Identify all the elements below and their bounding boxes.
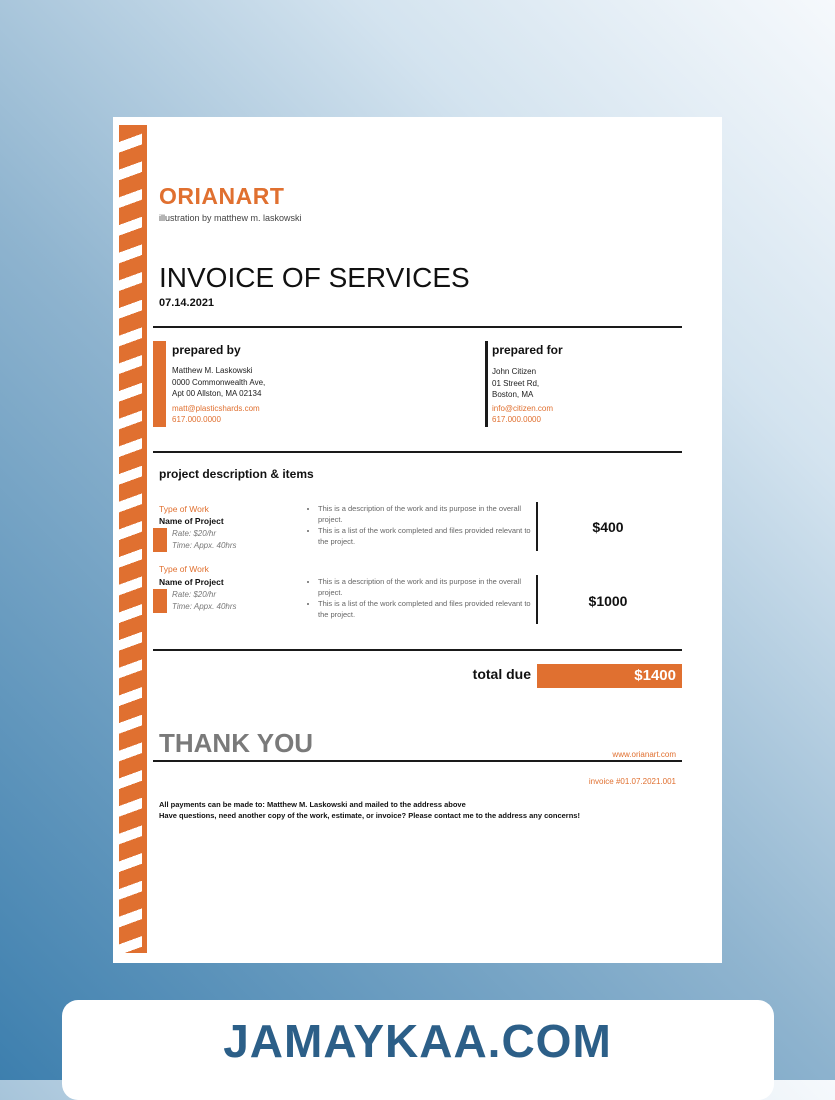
payment-note: All payments can be made to: Matthew M. Laskowski and mailed to the address above [159,800,466,809]
contact-note: Have questions, need another copy of the work, estimate, or invoice? Please contact me to the address any concerns! [159,811,580,820]
prepared-for-address [492,366,553,426]
item-price: $1000 [588,593,628,609]
item-price: $400 [592,519,624,535]
website-link[interactable]: www.orianart.com [612,750,676,759]
prepared-by-heading: prepared by [172,343,241,357]
item-rate: Rate: $20/hr [172,529,217,538]
item-type: Type of Work [159,504,209,514]
prepared-for-heading: prepared for [492,343,563,357]
item-description-list [308,503,538,547]
item-rate: Rate: $20/hr [172,590,217,599]
prepared-for-phone: 617.000.0000 [492,415,541,424]
divider [153,649,682,651]
divider [153,451,682,453]
brand-name: ORIANART [159,183,285,209]
invoice-date: 07.14.2021 [159,297,215,309]
prepared-for-address-line2: Boston, MA [492,390,534,399]
item-type: Type of Work [159,564,209,574]
divider [153,760,682,762]
prepared-by-address [172,365,265,426]
total-due-amount: $1400 [537,664,682,688]
item-time: Time: Appx. 40hrs [172,602,237,611]
item-description: • This is a description of the work and its purpose in the overall project. [318,576,538,598]
decorative-stripe-edge [142,125,147,953]
prepared-by-address-line2: Apt 00 Allston, MA 02134 [172,389,262,398]
prepared-by-name: Matthew M. Laskowski [172,366,253,375]
items-section-heading: project description & items [159,467,314,481]
item-time: Time: Appx. 40hrs [172,541,237,550]
prepared-for-address-line1: 01 Street Rd, [492,378,540,388]
item-files-note: • This is a list of the work completed and files provided relevant to the project. [318,598,538,620]
prepared-for-accent-bar [485,341,488,427]
item-price-divider [536,502,538,551]
prepared-by-email[interactable]: matt@plasticshards.com [172,403,260,413]
item-accent-bar [153,589,167,613]
item-project-name: Name of Project [159,577,224,587]
prepared-for-name: John Citizen [492,367,537,376]
item-meta [172,589,237,613]
watermark-text: JAMAYKAA.COM [223,1015,612,1067]
invoice-number: invoice #01.07.2021.001 [588,777,676,786]
item-meta [172,528,237,552]
item-project-name: Name of Project [159,516,224,526]
item-description: • This is a description of the work and its purpose in the overall project. [318,503,538,525]
divider [153,326,682,328]
brand-tagline: illustration by matthew m. laskowski [159,213,302,223]
thank-you-heading: THANK YOU [159,728,314,758]
total-due-label: total due [472,666,531,682]
item-files-note: • This is a list of the work completed and files provided relevant to the project. [318,525,538,547]
prepared-for-email[interactable]: info@citizen.com [492,403,554,413]
prepared-by-phone: 617.000.0000 [172,415,221,424]
item-accent-bar [153,528,167,552]
prepared-by-address-line1: 0000 Commonwealth Ave, [172,377,266,387]
item-description-list [308,576,538,620]
invoice-title: INVOICE OF SERVICES [159,262,470,293]
item-price-divider [536,575,538,624]
prepared-by-accent-bar [153,341,166,427]
invoice-document [113,117,722,963]
